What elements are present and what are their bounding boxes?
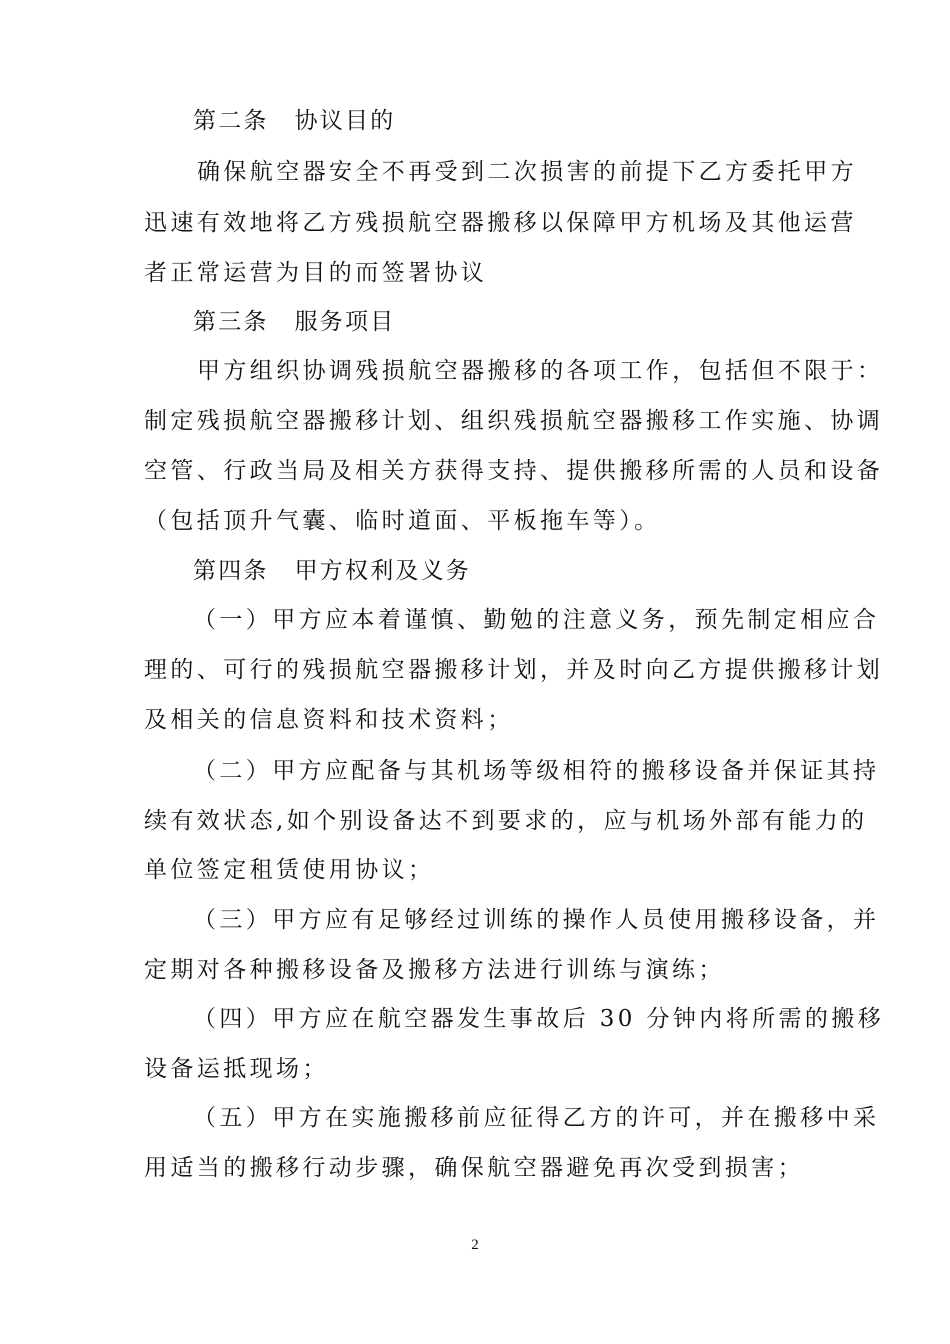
article-4-item-1-line-3: 及相关的信息资料和技术资料； bbox=[144, 707, 514, 733]
article-3-title: 服务项目 bbox=[294, 309, 396, 335]
article-4-item-3-line-1: （三）甲方应有足够经过训练的操作人员使用搬移设备，并 bbox=[193, 907, 880, 933]
article-4-item-5-line-2: 用适当的搬移行动步骤，确保航空器避免再次受到损害； bbox=[144, 1155, 804, 1181]
article-4-number: 第四条 bbox=[193, 558, 269, 584]
article-3-line-1: 甲方组织协调残损航空器搬移的各项工作，包括但不限于： bbox=[197, 358, 884, 384]
article-3-line-4: （包括顶升气囊、临时道面、平板拖车等）。 bbox=[144, 508, 661, 534]
article-4-item-4-line-1: （四）甲方应在航空器发生事故后 30 分钟内将所需的搬移 bbox=[193, 1006, 885, 1032]
article-2-number: 第二条 bbox=[193, 108, 269, 134]
article-4-item-5-line-1: （五）甲方在实施搬移前应征得乙方的许可，并在搬移中采 bbox=[193, 1105, 880, 1131]
article-4-title: 甲方权利及义务 bbox=[294, 558, 472, 584]
article-3-number: 第三条 bbox=[193, 309, 269, 335]
article-2-line-1: 确保航空器安全不再受到二次损害的前提下乙方委托甲方 bbox=[197, 159, 857, 185]
article-2-heading bbox=[193, 106, 395, 136]
page-number: 2 bbox=[471, 1237, 479, 1253]
article-4-item-4-line-2: 设备运抵现场； bbox=[144, 1056, 329, 1082]
article-2-title: 协议目的 bbox=[294, 108, 396, 134]
article-4-item-2-line-2: 续有效状态,如个别设备达不到要求的，应与机场外部有能力的 bbox=[144, 808, 868, 834]
article-4-item-3-line-2: 定期对各种搬移设备及搬移方法进行训练与演练； bbox=[144, 957, 725, 983]
article-4-item-2-line-1: （二）甲方应配备与其机场等级相符的搬移设备并保证其持 bbox=[193, 758, 880, 784]
article-4-item-1-line-2: 理的、可行的残损航空器搬移计划，并及时向乙方提供搬移计划 bbox=[144, 657, 884, 683]
article-3-heading bbox=[193, 307, 395, 337]
article-3-line-3: 空管、行政当局及相关方获得支持、提供搬移所需的人员和设备 bbox=[144, 458, 884, 484]
article-2-line-2: 迅速有效地将乙方残损航空器搬移以保障甲方机场及其他运营 bbox=[144, 210, 857, 236]
article-4-item-2-line-3: 单位签定租赁使用协议； bbox=[144, 857, 435, 883]
article-4-heading bbox=[193, 556, 471, 586]
article-2-line-3: 者正常运营为目的而签署协议 bbox=[144, 260, 488, 286]
article-3-line-2: 制定残损航空器搬移计划、组织残损航空器搬移工作实施、协调 bbox=[144, 408, 884, 434]
article-4-item-1-line-1: （一）甲方应本着谨慎、勤勉的注意义务，预先制定相应合 bbox=[193, 607, 880, 633]
